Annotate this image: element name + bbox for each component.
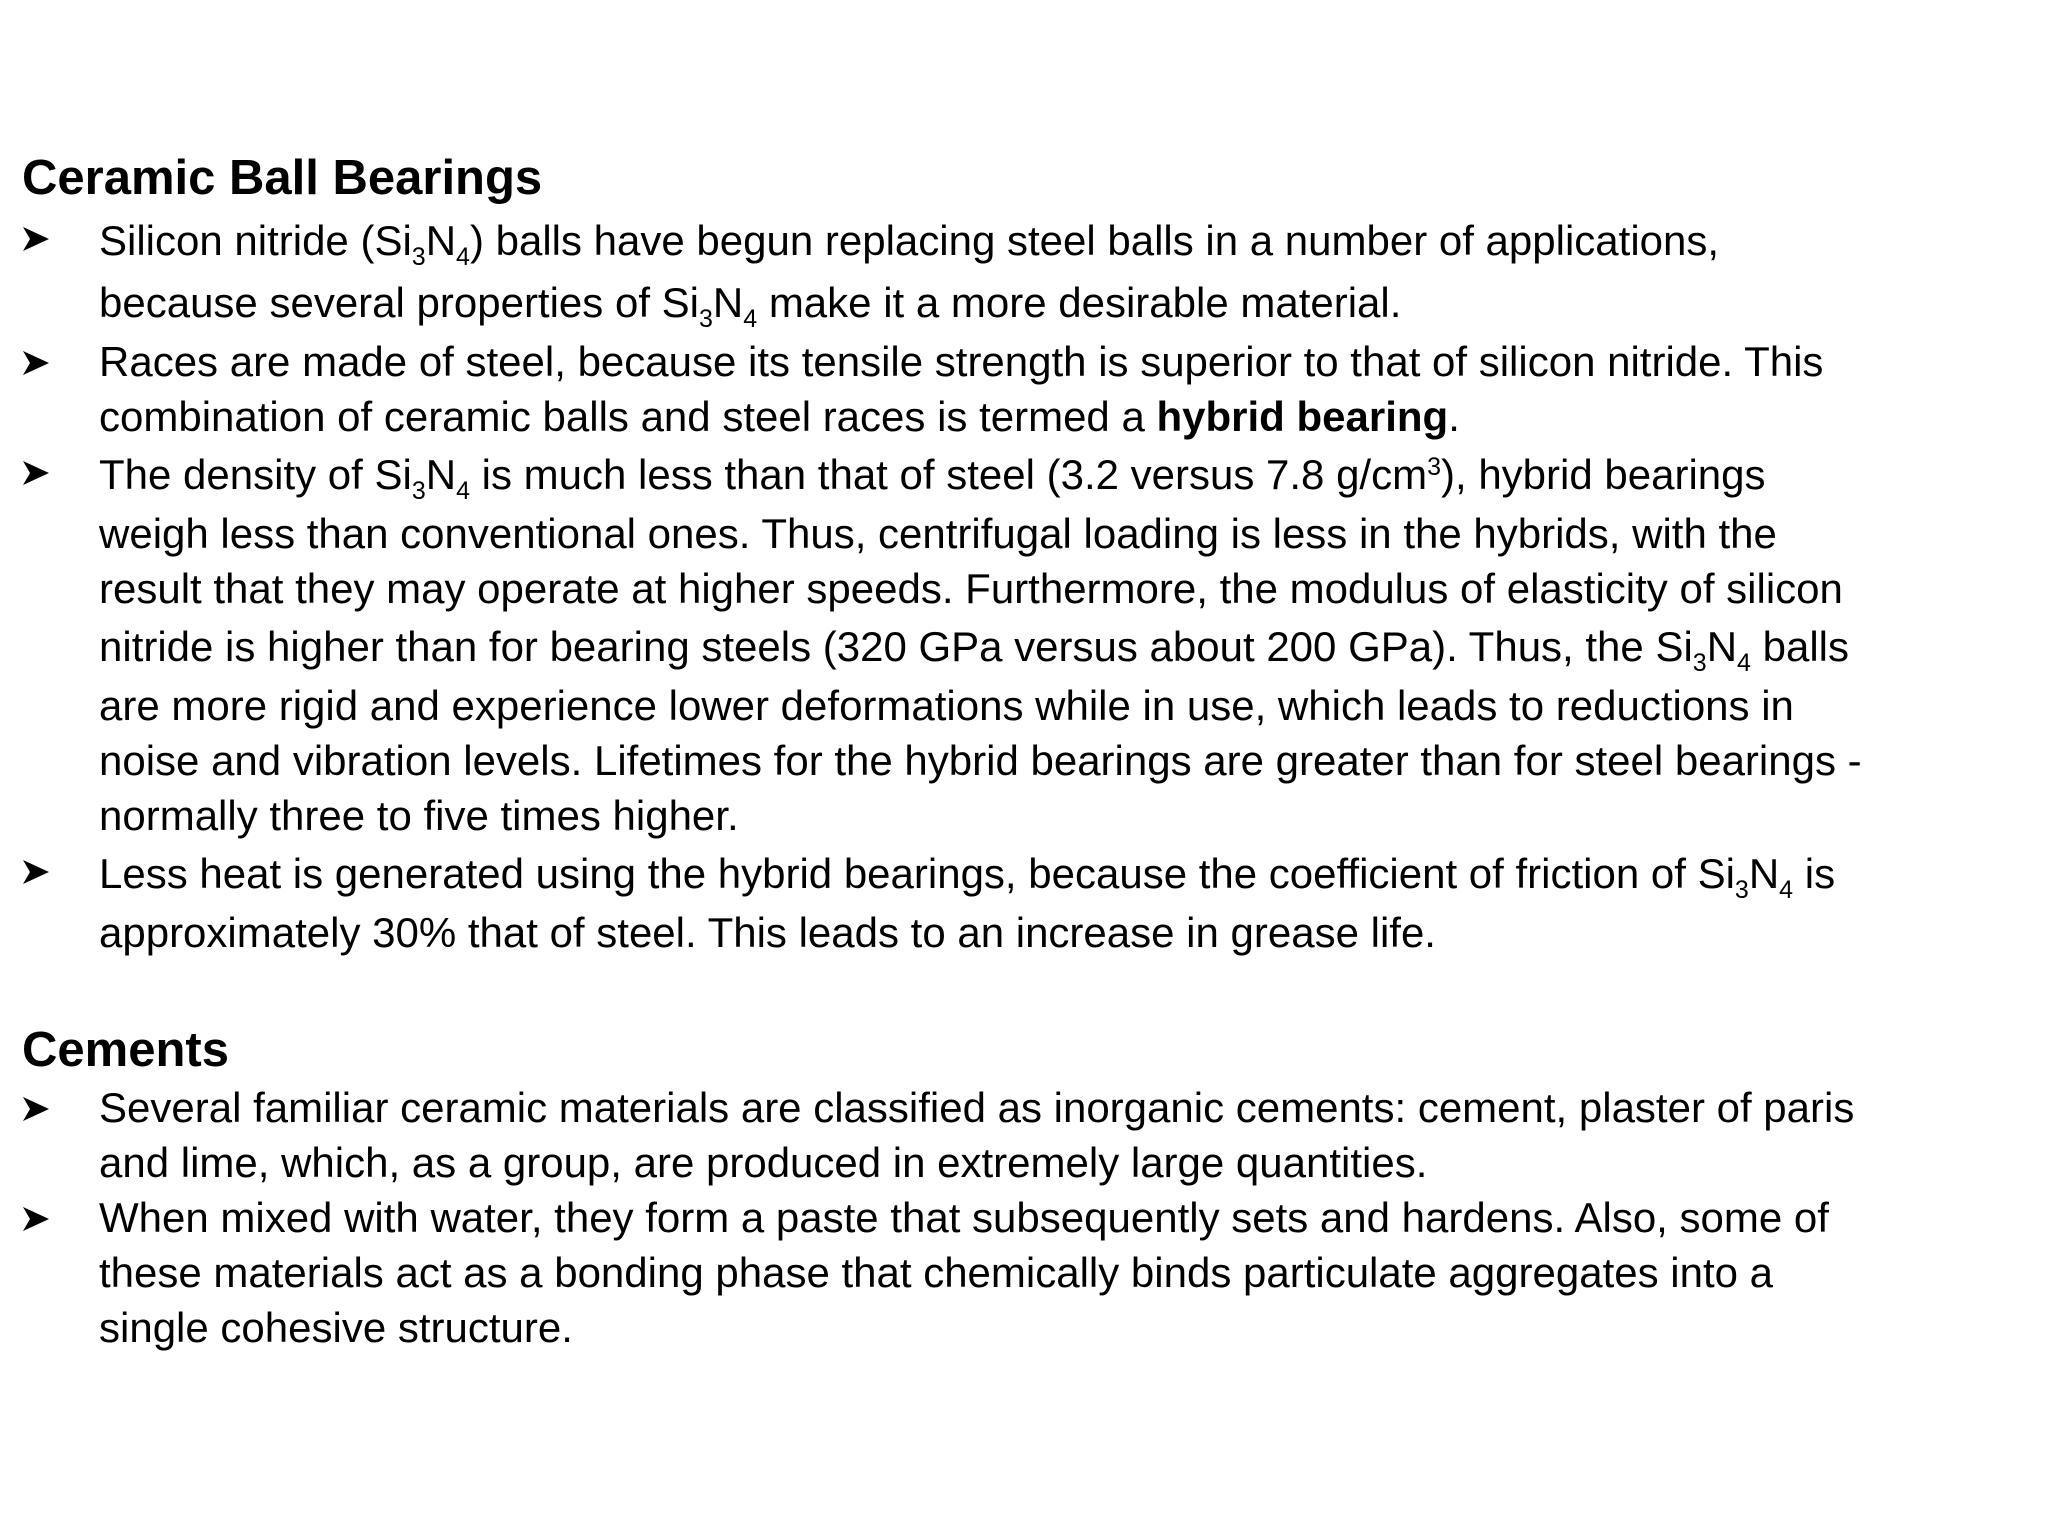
bullet-text <box>99 210 2032 334</box>
text-run: Less heat is generated using the hybrid bearings, because the coefficient of friction of Si <box>99 850 1735 897</box>
bullet-list-cements <box>22 1080 2032 1355</box>
bullet-list-ceramic-ball-bearings <box>22 210 2032 960</box>
subscript: 4 <box>456 477 470 505</box>
bullet-line <box>99 678 2032 733</box>
bullet-line <box>99 905 2032 960</box>
bullet-item <box>22 843 2032 960</box>
arrowhead-bullet-icon <box>22 210 52 265</box>
text-run: is <box>1793 850 1836 897</box>
text-run: noise and vibration levels. Lifetimes for the hybrid bearings are greater than for steel bearings - <box>99 737 1862 784</box>
text-run: N <box>712 279 744 326</box>
section-heading-cements: Cements <box>22 1023 229 1077</box>
bullet-line <box>99 733 2032 788</box>
text-run: Silicon nitride (Si <box>99 217 412 264</box>
text-run: . <box>1448 393 1460 440</box>
text-run: The density of Si <box>99 451 412 498</box>
text-run: When mixed with water, they form a paste that subsequently sets and hardens. Also, some of <box>99 1194 1829 1241</box>
bullet-text <box>99 1190 2032 1355</box>
bullet-line <box>99 1245 2032 1300</box>
bullet-item <box>22 1080 2032 1190</box>
superscript: 3 <box>1427 453 1441 481</box>
arrowhead-bullet-icon <box>22 1080 52 1135</box>
subscript: 4 <box>743 305 758 333</box>
arrowhead-bullet-icon <box>22 334 52 389</box>
bullet-line <box>99 334 2032 389</box>
bullet-item <box>22 1190 2032 1355</box>
bullet-text <box>99 1080 2032 1190</box>
bullet-line <box>99 1080 2032 1135</box>
subscript: 3 <box>699 305 713 333</box>
bullet-line <box>99 1300 2032 1355</box>
bullet-line <box>99 843 2032 905</box>
bullet-item <box>22 210 2032 334</box>
arrowhead-bullet-icon <box>22 444 52 499</box>
bullet-line <box>99 444 2032 506</box>
text-run: balls <box>1750 623 1850 670</box>
arrowhead-bullet-icon <box>22 843 52 898</box>
text-run: N <box>1706 623 1738 670</box>
bullet-line <box>99 1190 2032 1245</box>
text-run: approximately 30% that of steel. This leads to an increase in grease life. <box>99 909 1436 956</box>
subscript: 4 <box>1737 649 1751 677</box>
bullet-line <box>99 561 2032 616</box>
text-run: make it a more desirable material. <box>757 279 1402 326</box>
subscript: 3 <box>1734 876 1749 904</box>
text-run: nitride is higher than for bearing steels (320 GPa versus about 200 GPa). Thus, the Si <box>99 623 1693 670</box>
section-heading-ceramic-ball-bearings: Ceramic Ball Bearings <box>22 151 543 205</box>
text-run: N <box>425 451 457 498</box>
text-run: because several properties of Si <box>99 279 699 326</box>
bullet-text <box>99 444 2032 843</box>
bullet-line <box>99 389 2032 444</box>
text-run: ) balls have begun replacing steel balls in a number of applications, <box>469 217 1720 264</box>
text-run: result that they may operate at higher speeds. Furthermore, the modulus of elasticity of silicon <box>99 565 1843 612</box>
bullet-line <box>99 272 2032 334</box>
subscript: 3 <box>411 477 426 505</box>
subscript: 4 <box>1779 876 1794 904</box>
text-run: ), hybrid bearings <box>1441 451 1766 498</box>
text-run: and lime, which, as a group, are produced in extremely large quantities. <box>99 1139 1428 1186</box>
subscript: 3 <box>411 243 426 271</box>
arrowhead-bullet-icon <box>22 1190 52 1245</box>
text-run: weigh less than conventional ones. Thus, centrifugal loading is less in the hybrids, with the <box>99 510 1777 557</box>
text-run: these materials act as a bonding phase that chemically binds particulate aggregates into a <box>99 1249 1774 1296</box>
bullet-line <box>99 1135 2032 1190</box>
bullet-item <box>22 334 2032 444</box>
bullet-item <box>22 444 2032 843</box>
subscript: 4 <box>456 243 470 271</box>
text-run: Several familiar ceramic materials are classified as inorganic cements: cement, plaster of paris <box>99 1084 1855 1131</box>
bullet-line <box>99 506 2032 561</box>
text-run: is much less than that of steel (3.2 versus 7.8 g/cm <box>469 451 1428 498</box>
bullet-line <box>99 210 2032 272</box>
bullet-text <box>99 334 2032 444</box>
text-run: are more rigid and experience lower deformations while in use, which leads to reductions in <box>99 682 1794 729</box>
bullet-line <box>99 788 2032 843</box>
text-run: single cohesive structure. <box>99 1304 573 1351</box>
bullet-line <box>99 616 2032 678</box>
subscript: 3 <box>1692 649 1707 677</box>
bullet-text <box>99 843 2032 960</box>
text-run: normally three to five times higher. <box>99 792 739 839</box>
text-run: combination of ceramic balls and steel races is termed a <box>99 393 1157 440</box>
text-run: N <box>1748 850 1780 897</box>
text-run: Races are made of steel, because its tensile strength is superior to that of silicon nitride. This <box>99 338 1824 385</box>
text-run: N <box>425 217 457 264</box>
bold-term: hybrid bearing <box>1156 393 1449 440</box>
